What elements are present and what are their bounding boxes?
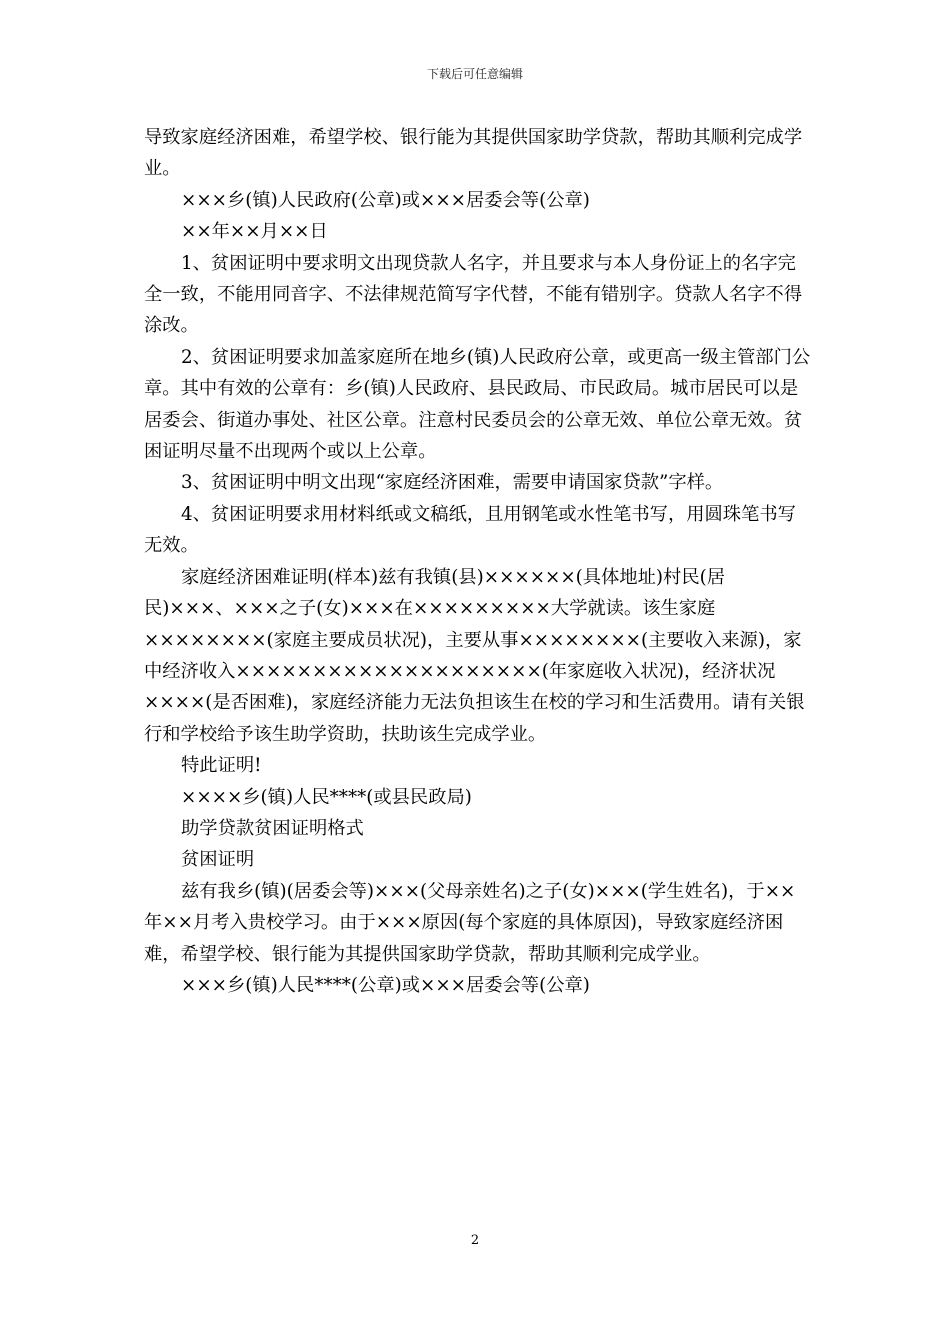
paragraph-seal-line: ×××乡(镇)人民政府(公章)或×××居委会等(公章) bbox=[181, 189, 590, 211]
paragraph-seal-line-2: ×××乡(镇)人民****(公章)或×××居委会等(公章) bbox=[181, 974, 590, 996]
paragraph-certificate-body: 兹有我乡(镇)(居委会等)×××(父母亲姓名)之子(女)×××(学生姓名)，于××年××月考入贵校学习。由于×××原因(每个家庭的具体原因)，导致家庭经济困难，希望学校、银行能为其提供国家助学贷款，帮助其顺利完成学业。 bbox=[144, 880, 796, 965]
paragraph-continuation: 导致家庭经济困难，希望学校、银行能为其提供国家助学贷款，帮助其顺利完成学业。 bbox=[144, 127, 803, 180]
paragraph-rule-2: 2、贫困证明要求加盖家庭所在地乡(镇)人民政府公章，或更高一级主管部门公章。其中有效的公章有：乡(镇)人民政府、县民政局、市民政局。城市居民可以是居委会、街道办事处、社区公章。注意村民委员会的公章无效、单位公章无效。贫困证明尽量不出现两个或以上公章。 bbox=[144, 346, 811, 463]
paragraph-rule-4: 4、贫困证明要求用材料纸或文稿纸，且用钢笔或水性笔书写，用圆珠笔书写无效。 bbox=[144, 503, 796, 557]
paragraph-certificate-title: 贫困证明 bbox=[181, 849, 255, 871]
paragraph-signature-line: ××××乡(镇)人民****(或县民政局) bbox=[181, 786, 472, 808]
paragraph-section-heading: 助学贷款贫困证明格式 bbox=[181, 817, 364, 839]
page-number: 2 bbox=[470, 1233, 480, 1248]
paragraph-date-line: ××年××月××日 bbox=[181, 221, 328, 243]
document-body bbox=[144, 122, 812, 1001]
paragraph-sample-certificate: 家庭经济困难证明(样本)兹有我镇(县)××××××(具体地址)村民(居民)×××、×××之子(女)×××在×××××××××大学就读。该生家庭××××××××(家庭主要成员状况)，主要从事××××××××(主要收入来源)，家中经济收入××××××××××××××××××××(年家庭收入状况)，经济状况××××(是否困难)，家庭经济能力无法负担该生在校的学习和生活费用。请有关银行和学校给予该生助学资助，扶助该生完成学业。 bbox=[144, 566, 805, 745]
page-header: 下载后可任意编辑 bbox=[426, 67, 523, 81]
paragraph-rule-1: 1、贫困证明中要求明文出现贷款人名字，并且要求与本人身份证上的名字完全一致，不能用同音字、不法律规范简写字代替，不能有错别字。贷款人名字不得涂改。 bbox=[144, 252, 803, 337]
paragraph-certification: 特此证明! bbox=[181, 755, 262, 777]
paragraph-rule-3: 3、贫困证明中明文出现“家庭经济困难，需要申请国家贷款”字样。 bbox=[181, 472, 724, 494]
